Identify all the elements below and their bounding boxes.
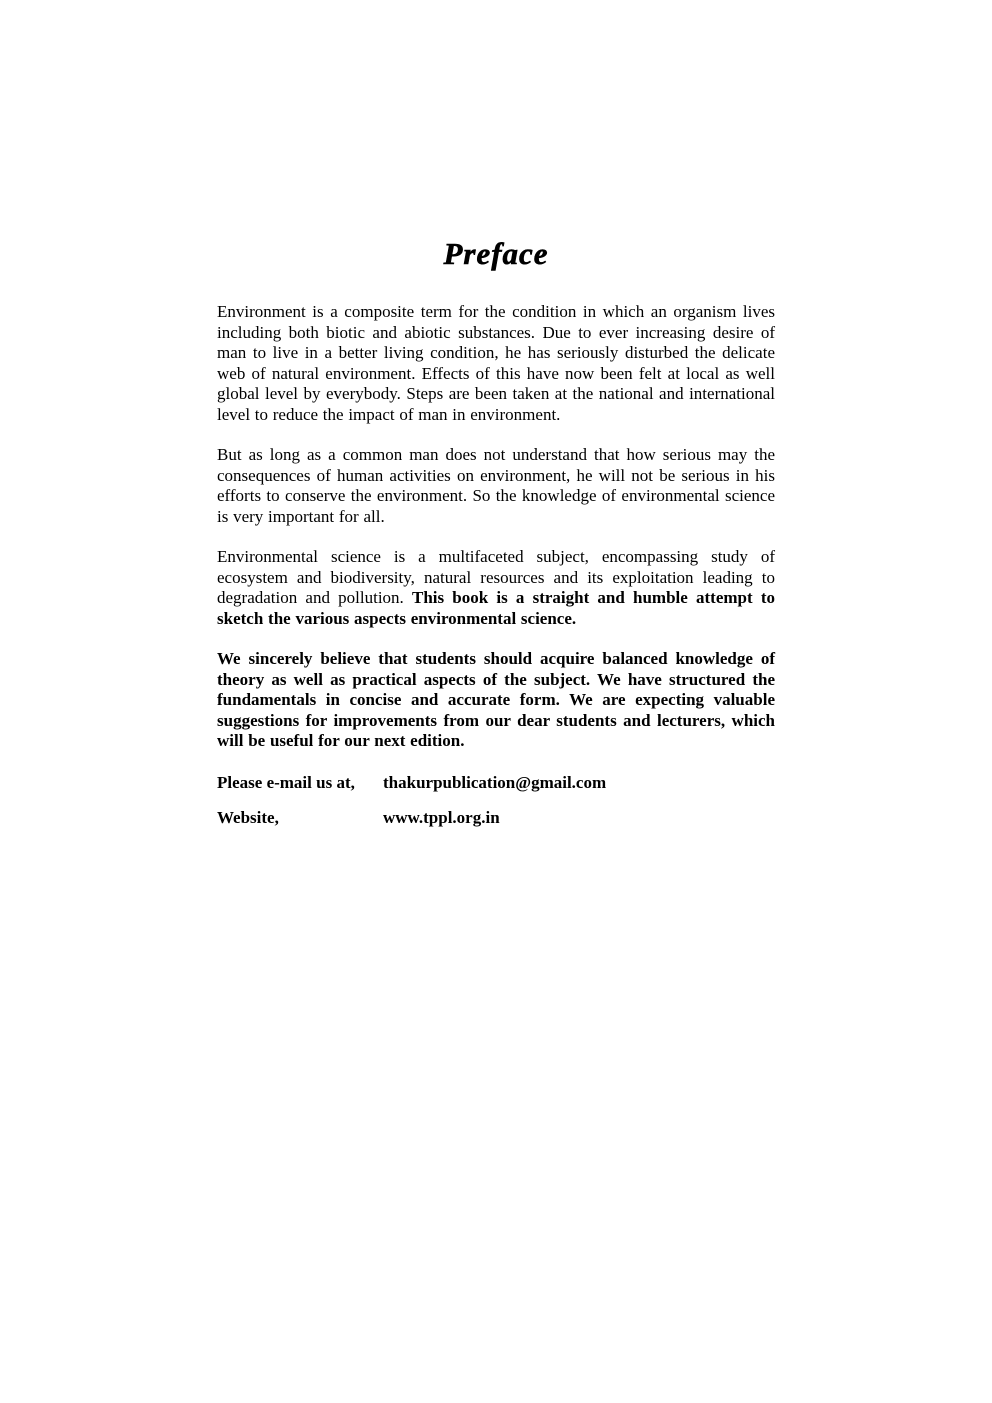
paragraph-authors-note: We sincerely believe that students should acquire balanced knowledge of theory as well as practical aspects of the subject. We have structured the fundamentals in concise and accurate form. We are expecting valuable suggestions for improvements from our dear students and lecturers, which will be useful for our next edition. xyxy=(217,649,775,750)
paragraph-environment-definition: Environment is a composite term for the condition in which an organism lives including both biotic and abiotic substances. Due to ever increasing desire of man to live in a better living condition, he has seriously disturbed the delicate web of natural environment. Effects of this have now been felt at local as well global level by everybody. Steps are been taken at the national and international level to reduce the impact of man in environment. xyxy=(217,302,775,424)
website-address: www.tppl.org.in xyxy=(383,807,500,827)
website-contact-row xyxy=(217,807,775,828)
email-label: Please e-mail us at, xyxy=(217,772,355,792)
paragraph-common-man: But as long as a common man does not understand that how serious may the consequences of human activities on environment, he will not be serious in his efforts to conserve the environment. So the knowledge of environmental science is very important for all. xyxy=(217,445,775,526)
page-title: Preface xyxy=(443,236,549,271)
email-address: thakurpublication@gmail.com xyxy=(383,772,607,792)
paragraph-environmental-science xyxy=(217,547,775,629)
paragraph-environmental-science-normal: Environmental science is a multifaceted subject, encompassing study of ecosystem and biodiversity, natural resources and its exploitation leading to degradation and pollution. xyxy=(217,547,775,607)
email-contact-row xyxy=(217,772,775,793)
paragraph-environmental-science-bold: This book is a straight and humble attempt to sketch the various aspects environmental science. xyxy=(217,588,775,628)
page-content xyxy=(217,236,775,842)
website-label: Website, xyxy=(217,807,279,827)
